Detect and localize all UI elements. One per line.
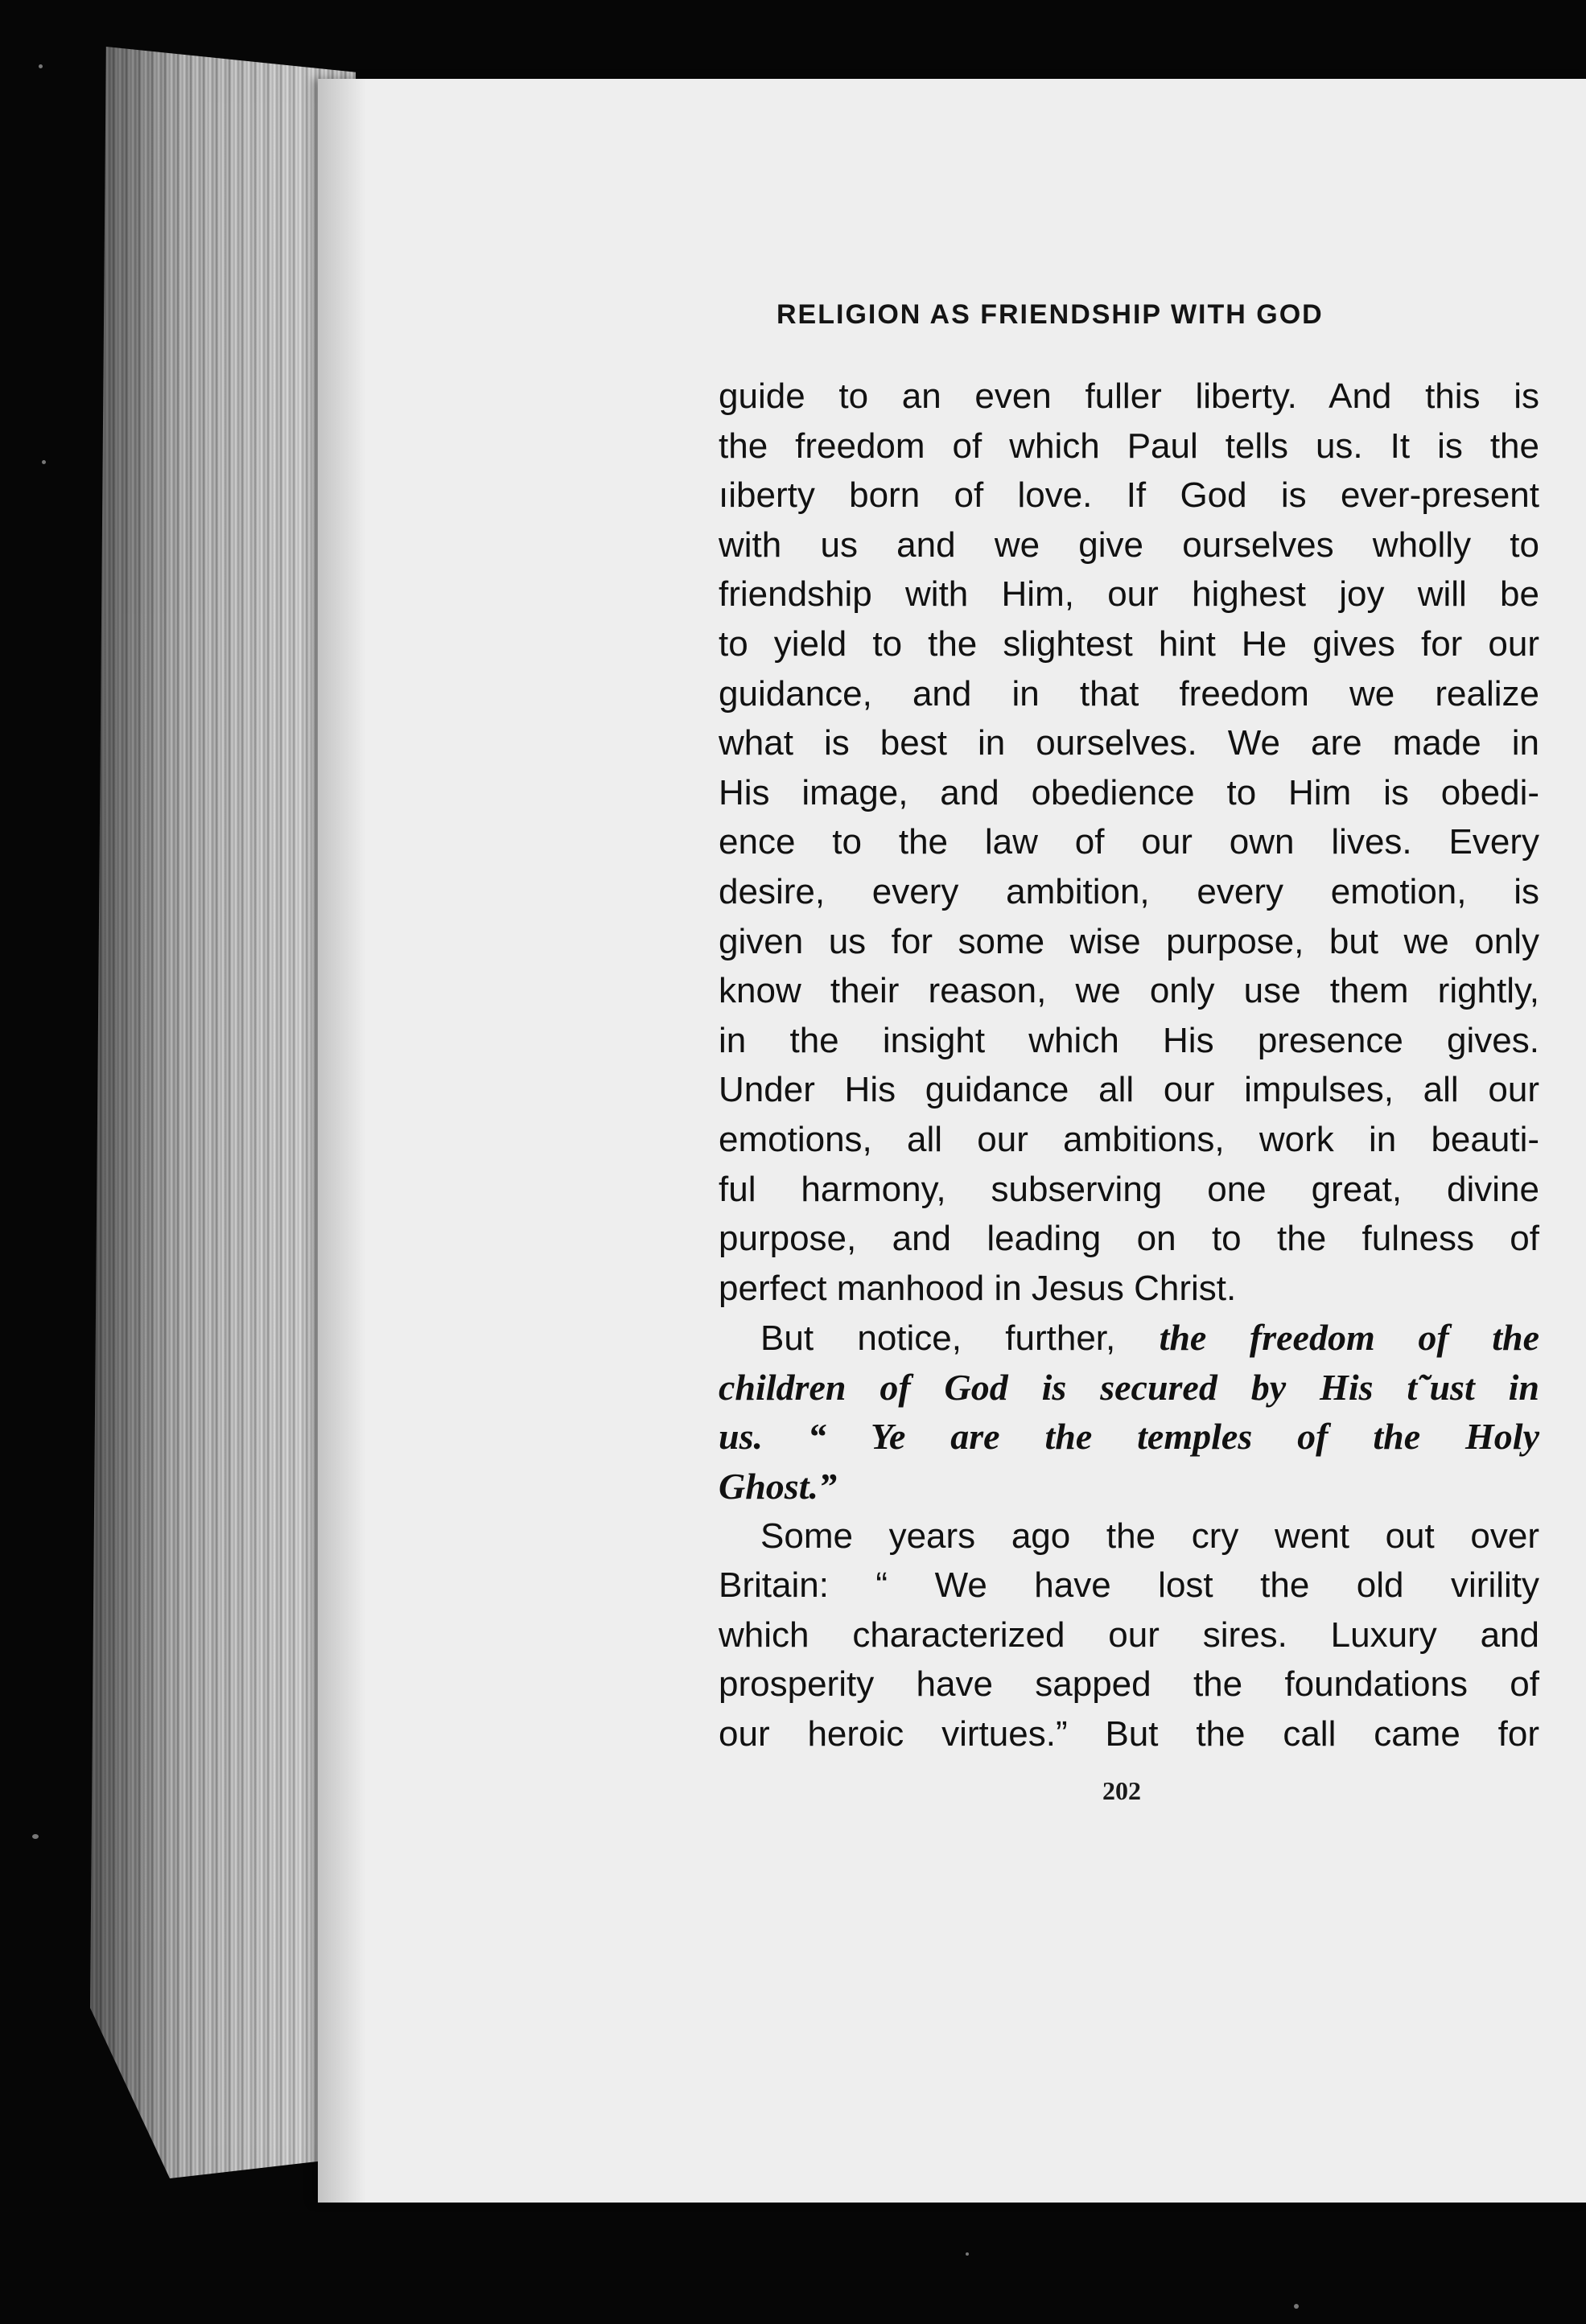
- text-line-italic: us. “ Ye are the temples of the Holy: [719, 1416, 1539, 1458]
- text-line: know their reason, we only use them rightly,: [719, 971, 1539, 1011]
- text-line: ence to the law of our own lives. Every: [719, 822, 1539, 862]
- book-page-edges: [90, 47, 356, 2178]
- text-line: in the insight which His presence gives.: [719, 1020, 1539, 1060]
- text-line: ful harmony, subserving one great, divine: [719, 1169, 1539, 1209]
- text-line-italic: children of God is secured by His t˜ust in: [719, 1366, 1539, 1408]
- body-text: [719, 372, 1539, 1759]
- text-line: with us and we give ourselves wholly to: [719, 524, 1539, 565]
- text-line-italic: Ghost.”: [719, 1466, 837, 1508]
- text-line: emotions, all our ambitions, work in beauti-: [719, 1119, 1539, 1159]
- text-line: guide to an even fuller liberty. And this is: [719, 376, 1539, 416]
- text-line: guidance, and in that freedom we realize: [719, 673, 1539, 714]
- text-line: Some years ago the cry went out over: [760, 1516, 1539, 1556]
- text-line: Under His guidance all our impulses, all our: [719, 1070, 1539, 1110]
- para2-lead: But notice, further,: [760, 1318, 1116, 1359]
- text-line: friendship with Him, our highest joy will be: [719, 574, 1539, 615]
- text-line: Britain: “ We have lost the old virility: [719, 1565, 1539, 1606]
- text-line: given us for some wise purpose, but we only: [719, 921, 1539, 961]
- text-line: ıiberty born of love. If God is ever-present: [719, 475, 1539, 516]
- text-line: purpose, and leading on to the fulness of: [719, 1219, 1539, 1259]
- text-line: perfect manhood in Jesus Christ.: [719, 1268, 1237, 1308]
- running-head: RELIGION AS FRIENDSHIP WITH GOD: [777, 299, 1324, 330]
- text-line-para2-start: [719, 1313, 1539, 1363]
- text-line: His image, and obedience to Him is obedi-: [719, 772, 1539, 812]
- text-line: what is best in ourselves. We are made in: [719, 723, 1539, 763]
- text-line: to yield to the slightest hint He gives for our: [719, 623, 1539, 664]
- text-line: prosperity have sapped the foundations of: [719, 1664, 1539, 1705]
- para2-italic: the freedom of the: [1159, 1317, 1540, 1359]
- page-number: 202: [1102, 1776, 1141, 1805]
- text-line: our heroic virtues.” But the call came for: [719, 1714, 1539, 1754]
- text-line: desire, every ambition, every emotion, is: [719, 871, 1539, 911]
- text-line: the freedom of which Paul tells us. It is the: [719, 426, 1539, 466]
- text-line: which characterized our sires. Luxury and: [719, 1614, 1539, 1655]
